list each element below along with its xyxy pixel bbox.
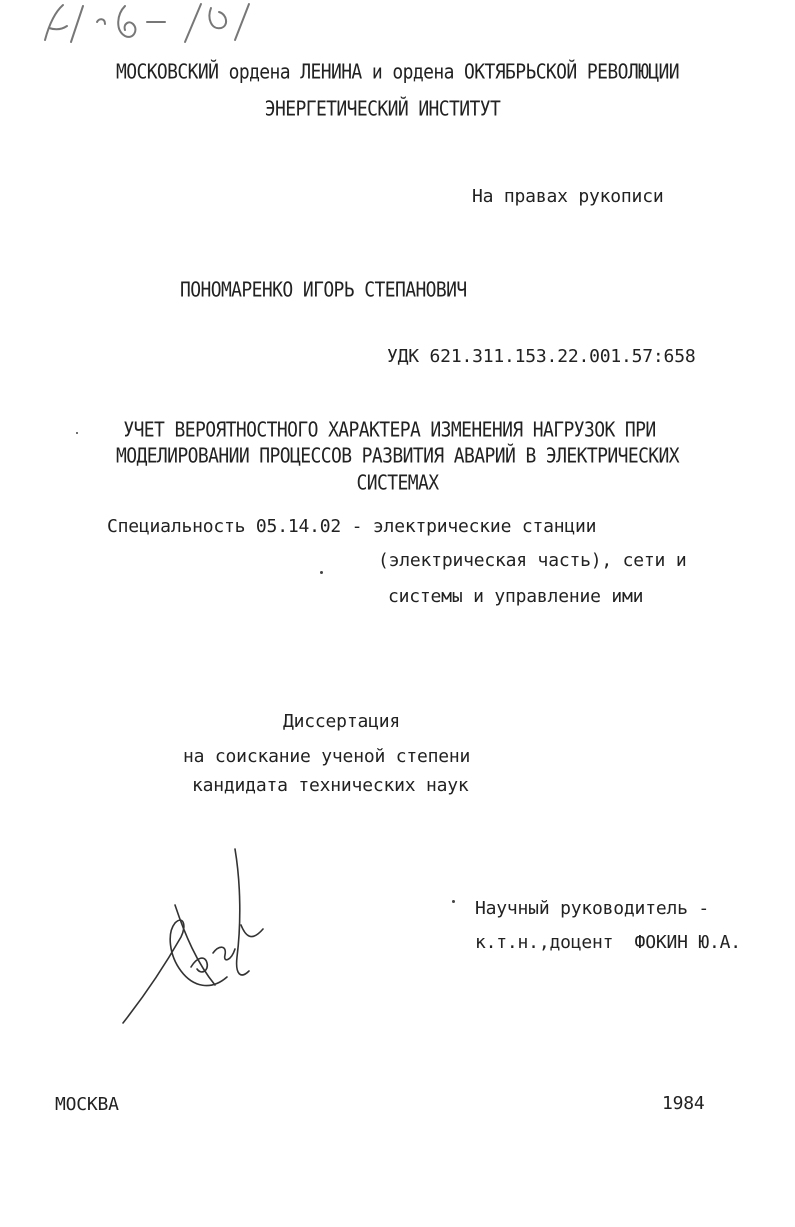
degree-line-2: на соискание ученой степени [183,746,471,767]
specialty-line-3: системы и управление ими [388,586,644,607]
specialty-line-2: (электрическая часть), сети и [378,550,687,571]
degree-line-3: кандидата технических наук [192,775,469,796]
degree-line-1: Диссертация [283,711,401,732]
title-line-3: СИСТЕМАХ [356,471,439,496]
supervisor-title: Научный руководитель - [475,898,710,919]
author-name: ПОНОМАРЕНКО ИГОРЬ СТЕПАНОВИЧ [180,278,467,303]
institution-line-1: МОСКОВСКИЙ ордена ЛЕНИНА и ордена ОКТЯБРЬСКОЙ РЕВОЛЮЦИИ [115,60,680,85]
scan-speck [320,571,323,574]
archive-number-scribble [35,0,265,55]
city: МОСКВА [55,1094,119,1115]
year: 1984 [662,1093,705,1114]
scan-speck [76,432,78,434]
title-line-2: МОДЕЛИРОВАНИИ ПРОЦЕССОВ РАЗВИТИЯ АВАРИЙ В ЭЛЕКТРИЧЕСКИХ [115,444,680,469]
signature [115,845,265,1030]
institution-line-2: ЭНЕРГЕТИЧЕСКИЙ ИНСТИТУТ [264,97,501,122]
udc-code: УДК 621.311.153.22.001.57:658 [387,346,696,367]
specialty-line-1: Специальность 05.14.02 - электрические станции [107,516,597,537]
title-line-1: УЧЕТ ВЕРОЯТНОСТНОГО ХАРАКТЕРА ИЗМЕНЕНИЯ НАГРУЗОК ПРИ [123,418,656,443]
supervisor-name: к.т.н.,доцент ФОКИН Ю.А. [475,932,741,953]
manuscript-note: На правах рукописи [472,186,664,207]
scan-speck [452,900,455,903]
